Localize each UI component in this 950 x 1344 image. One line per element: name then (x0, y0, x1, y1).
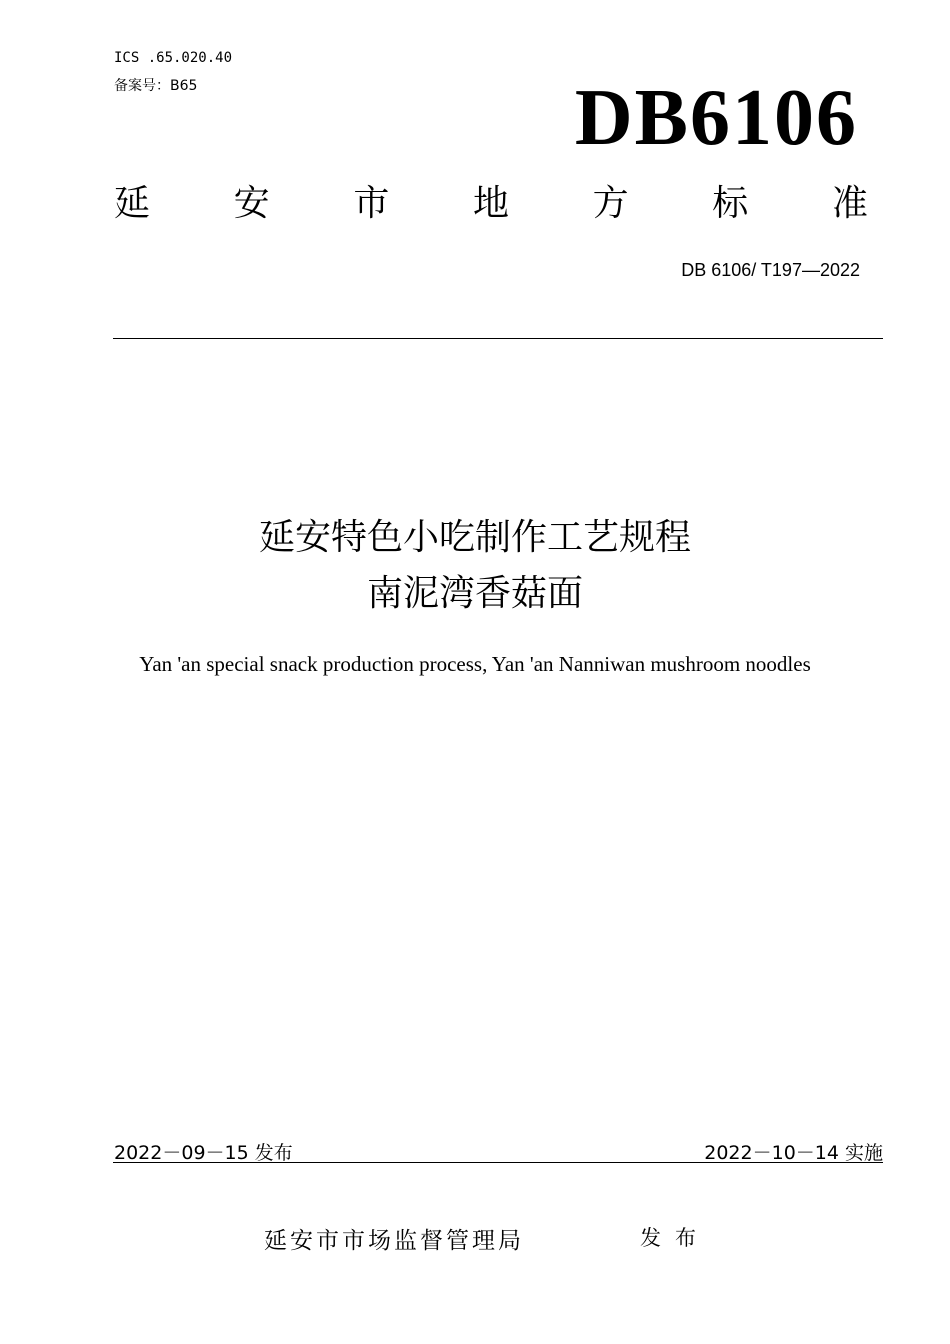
record-number: 备案号：B65 (114, 78, 198, 94)
standard-type-char: 方 (592, 183, 629, 224)
standard-type-char: 市 (353, 183, 390, 224)
standard-type-char: 标 (712, 183, 749, 224)
standard-type-title (114, 183, 868, 224)
standard-type-char: 地 (472, 183, 509, 224)
issue-label: 发布 (640, 1226, 710, 1250)
english-title: Yan 'an special snack production process, Yan 'an Nanniwan mushroom noodles (139, 652, 811, 676)
footer-divider (113, 1162, 883, 1163)
standard-type-char: 延 (114, 183, 151, 224)
publish-date: 2022－09－15 发布 (114, 1142, 293, 1164)
ics-code: ICS .65.020.40 (114, 50, 233, 66)
document-title-line2: 南泥湾香菇面 (366, 573, 583, 614)
implement-date: 2022－10－14 实施 (704, 1142, 883, 1164)
issuing-authority: 延安市市场监督管理局 (264, 1228, 524, 1254)
document-title-line1: 延安特色小吃制作工艺规程 (258, 517, 691, 558)
standard-type-char: 准 (831, 183, 868, 224)
header-divider (113, 338, 883, 339)
standard-type-char: 安 (233, 183, 270, 224)
standard-number: DB 6106/ T197—2022 (681, 260, 860, 280)
standard-code-logo: DB6106 (574, 74, 858, 162)
